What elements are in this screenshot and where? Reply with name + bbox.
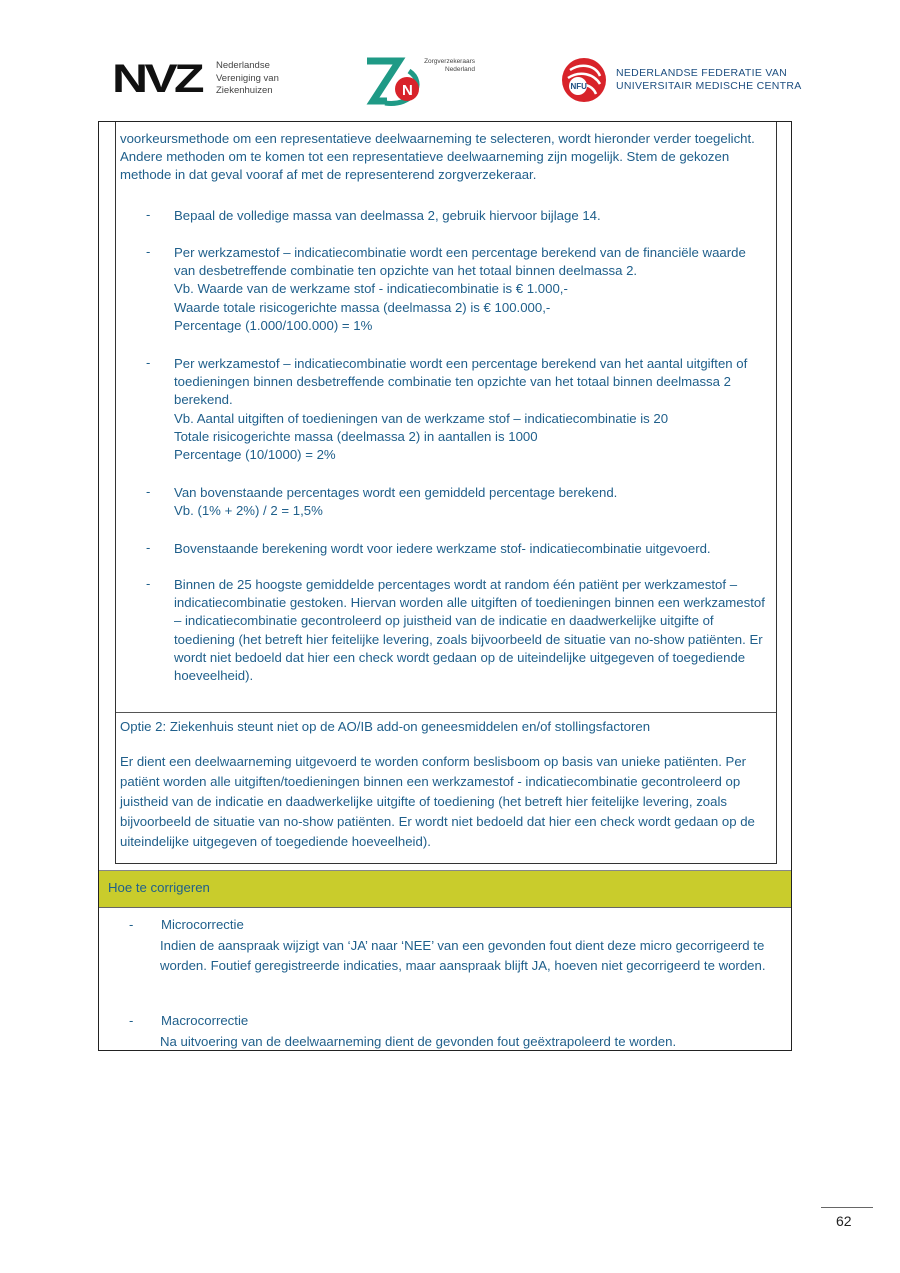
bullet-line: Bepaal de volledige massa van deelmassa 2, gebruik hiervoor bijlage 14. (174, 208, 601, 223)
section-header-hoe-te-corrigeren (99, 870, 791, 908)
nfu-logo (560, 56, 802, 104)
nvz-logo-mark: NVZ (112, 56, 201, 101)
nvz-line-2: Vereniging van (216, 72, 279, 84)
correction-title: Microcorrectie (161, 917, 244, 932)
table-frame (98, 121, 792, 1051)
dash-marker: - (129, 917, 134, 932)
nfu-logo-icon (560, 56, 608, 104)
bullet-line: Per werkzamestof – indicatiecombinatie wordt een percentage berekend van het aantal uitgiften of toedieningen binnen desbetreffende combinatie ten opzichte van het totaal binnen deelmassa 2 berekend. (174, 356, 748, 408)
bullet-line: Percentage (10/1000) = 2% (174, 447, 336, 463)
zn-logo-icon (365, 57, 427, 107)
optie-2-body: Er dient een deelwaarneming uitgevoerd te worden conform beslisboom op basis van unieke patiënten. Per patiënt worden alle uitgiften/toedieningen binnen een werkzamestof - indicatiecombinatie gecontroleerd op juistheid van de indicatie en daadwerkelijke uitgifte of toediening (het betreft hier feitelijke levering, zoals bijvoorbeeld de situatie van no-show patiënten. Er wordt niet bedoeld dat hier een check wordt gedaan op de uiteindelijke uitgegeven of toegediende hoeveelheid). (120, 754, 755, 849)
page-header (0, 52, 900, 112)
nfu-logo-mark: NFU (570, 82, 587, 91)
correction-title: Macrocorrectie (161, 1013, 249, 1028)
bullet-line: Vb. Waarde van de werkzame stof - indicatiecombinatie is € 1.000,- (174, 281, 568, 297)
bullet-line: Totale risicogerichte massa (deelmassa 2) in aantallen is 1000 (174, 428, 538, 444)
dash-marker: - (146, 207, 151, 222)
zn-line-1: Zorgverzekeraars (424, 58, 475, 65)
nfu-logo-text (616, 67, 802, 93)
dash-marker: - (146, 484, 151, 499)
bullet-line: Binnen de 25 hoogste gemiddelde percentages wordt at random één patiënt per werkzamestof – indicatiecombinatie gestoken. Hiervan worden alle uitgiften of toedieningen binnen een werkzamestof – indicatiecombinatie gecontroleerd op juistheid van de indicatie en daadwerkelijke uitgifte of toediening (het betreft hier feitelijke levering, zoals bijvoorbeeld de situatie van no-show patiënten. Er wordt niet bedoeld dat hier een check wordt gedaan op de uiteindelijke uitgegeven of toegediende hoeveelheid). (174, 577, 765, 684)
dash-marker: - (146, 576, 151, 591)
nvz-logo (112, 56, 279, 101)
bullet-line: Vb. (1% + 2%) / 2 = 1,5% (174, 503, 323, 519)
dash-marker: - (146, 540, 151, 555)
intro-paragraph: voorkeursmethode om een representatieve deelwaarneming te selecteren, wordt hieronder verder toegelicht. Andere methoden om te komen tot een representatieve deelwaarneming zijn mogelijk. Stem de gekozen methode in dat geval vooraf af met de representerend zorgverzekeraar. (120, 131, 755, 183)
dash-marker: - (129, 1013, 134, 1028)
correction-body: Indien de aanspraak wijzigt van ‘JA’ naar ‘NEE’ van een gevonden fout dient deze micro gecorrigeerd te worden. Foutief geregistreerde indicaties, maar aanspraak blijft JA, hoeven niet gecorrigeerd te worden. (160, 938, 766, 973)
bullet-line: Vb. Aantal uitgiften of toedieningen van de werkzame stof – indicatiecombinatie is 20 (174, 410, 669, 426)
footer-rule (821, 1207, 873, 1208)
optie-2-title: Optie 2: Ziekenhuis steunt niet op de AO/IB add-on geneesmiddelen en/of stollingsfactoren (120, 719, 651, 734)
bullet-line: Percentage (1.000/100.000) = 1% (174, 317, 373, 333)
correction-body: Na uitvoering van de deelwaarneming dient de gevonden fout geëxtrapoleerd te worden. (160, 1034, 677, 1049)
bullet-line: Van bovenstaande percentages wordt een gemiddeld percentage berekend. (174, 485, 618, 500)
bullet-line: Per werkzamestof – indicatiecombinatie wordt een percentage berekend van de financiële waarde van desbetreffende combinatie ten opzichte van het totaal binnen deelmassa 2. (174, 245, 746, 279)
dash-marker: - (146, 355, 151, 370)
dash-marker: - (146, 244, 151, 259)
zn-line-2: Nederland (445, 66, 475, 73)
nvz-line-3: Ziekenhuizen (216, 85, 273, 96)
bullet-line: Bovenstaande berekening wordt voor iedere werkzame stof- indicatiecombinatie uitgevoerd. (174, 541, 711, 556)
zn-logo-text (419, 58, 475, 74)
nfu-line-2: UNIVERSITAIR MEDISCHE CENTRA (616, 80, 802, 92)
section-heading: Hoe te corrigeren (108, 880, 210, 895)
bullet-line: Waarde totale risicogerichte massa (deelmassa 2) is € 100.000,- (174, 299, 551, 315)
zn-logo (365, 56, 480, 108)
method-cell (115, 122, 777, 864)
svg-text:N: N (402, 82, 413, 99)
page-number: 62 (836, 1213, 852, 1229)
nfu-line-1: NEDERLANDSE FEDERATIE VAN (616, 67, 788, 79)
divider (116, 712, 776, 713)
nvz-line-1: Nederlandse (216, 60, 270, 71)
